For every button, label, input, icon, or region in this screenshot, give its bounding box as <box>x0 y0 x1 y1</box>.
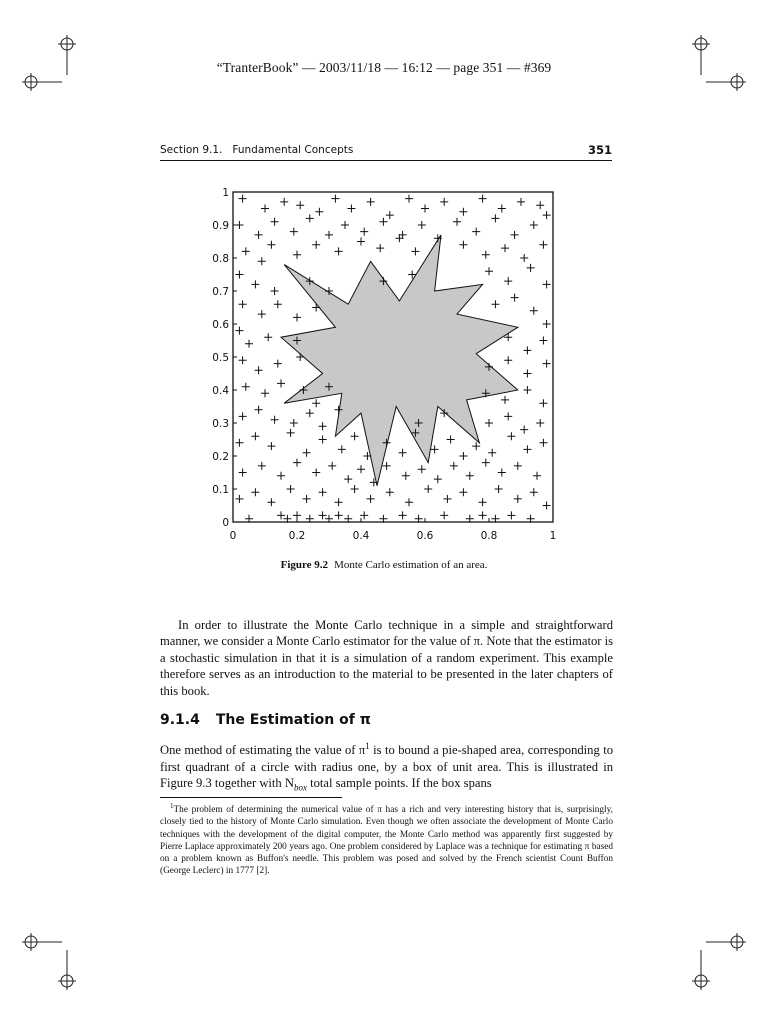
sample-point <box>443 495 451 503</box>
sample-point <box>411 247 419 255</box>
sample-point <box>306 409 314 417</box>
sample-point <box>290 228 298 236</box>
sample-point <box>543 280 551 288</box>
sample-point <box>242 383 250 391</box>
sample-point <box>514 495 522 503</box>
sample-point <box>434 475 442 483</box>
subsection-number: 9.1.4 <box>160 712 200 728</box>
sample-point <box>239 356 247 364</box>
subsection-title: The Estimation of π <box>215 712 371 728</box>
sample-point <box>319 488 327 496</box>
monte-carlo-chart <box>200 180 580 550</box>
sample-point <box>235 439 243 447</box>
sample-point <box>267 442 275 450</box>
sample-point <box>421 205 429 213</box>
sample-point <box>536 419 544 427</box>
x-tick-label: 0.2 <box>288 530 306 542</box>
sample-point <box>287 429 295 437</box>
y-tick-label: 0.7 <box>212 286 229 298</box>
sample-point <box>258 257 266 265</box>
star-shape-layer <box>281 235 518 486</box>
sample-point <box>530 221 538 229</box>
paragraph-intro <box>160 617 613 699</box>
star-shaped-area <box>281 235 518 486</box>
sample-point <box>280 198 288 206</box>
footnote-ref[interactable]: 1 <box>365 741 370 751</box>
y-tick-label: 0.6 <box>212 319 229 331</box>
sample-point <box>338 445 346 453</box>
x-tick-label: 0.6 <box>416 530 434 542</box>
footnote-rule <box>160 797 342 798</box>
sample-point <box>523 445 531 453</box>
sample-point <box>319 436 327 444</box>
sample-point <box>296 201 304 209</box>
sample-point <box>488 449 496 457</box>
sample-point <box>261 389 269 397</box>
sample-point <box>530 307 538 315</box>
sample-point <box>459 208 467 216</box>
sample-point <box>239 300 247 308</box>
y-tick-label: 0.3 <box>212 418 229 430</box>
sample-point <box>267 498 275 506</box>
sample-point <box>251 488 259 496</box>
sample-point <box>472 442 480 450</box>
sample-point <box>383 462 391 470</box>
sample-point <box>341 221 349 229</box>
sample-point <box>523 386 531 394</box>
sample-point <box>351 485 359 493</box>
figure-caption-text: Monte Carlo estimation of an area. <box>334 559 488 571</box>
sample-point <box>399 449 407 457</box>
sample-point <box>351 432 359 440</box>
sample-point <box>255 366 263 374</box>
x-tick-label: 1 <box>549 530 557 542</box>
sample-point <box>367 495 375 503</box>
page-number: 351 <box>587 143 612 157</box>
sample-point <box>277 379 285 387</box>
sample-point <box>511 231 519 239</box>
sample-point <box>303 495 311 503</box>
sample-point <box>357 238 365 246</box>
sample-point <box>405 195 413 203</box>
paragraph-estimation-b: is to bound a pie-shaped area, corresponding to first quadrant of a circle with radius one, by a box of unit area. This is illustrated in Figure 9.3 together with N <box>160 743 613 790</box>
sample-point <box>293 313 301 321</box>
sample-point <box>312 469 320 477</box>
sample-point <box>405 498 413 506</box>
sample-point <box>360 228 368 236</box>
sample-point <box>386 488 394 496</box>
sample-point <box>274 360 282 368</box>
sample-point <box>479 511 487 519</box>
sample-point <box>533 472 541 480</box>
n-box-subscript: box <box>293 782 307 793</box>
sample-point <box>459 241 467 249</box>
y-tick-label: 0 <box>222 517 229 529</box>
sample-point <box>261 205 269 213</box>
sample-point <box>267 241 275 249</box>
sample-point <box>539 337 547 345</box>
sample-point <box>498 205 506 213</box>
sample-point <box>271 416 279 424</box>
sample-point <box>539 439 547 447</box>
sample-point <box>543 211 551 219</box>
footnote <box>160 800 613 877</box>
paragraph-estimation-c: total sample points. If the box spans <box>306 776 492 790</box>
sample-point <box>511 294 519 302</box>
sample-point <box>491 214 499 222</box>
sample-point <box>239 469 247 477</box>
sample-point <box>485 267 493 275</box>
sample-point <box>440 511 448 519</box>
sample-point <box>523 346 531 354</box>
sample-point <box>424 485 432 493</box>
sample-point <box>543 360 551 368</box>
sample-point <box>507 432 515 440</box>
sample-point <box>312 241 320 249</box>
sample-point <box>507 511 515 519</box>
paragraph-intro-text: In order to illustrate the Monte Carlo technique in a simple and straightforward manner, we consider a Monte Carlo estimator for the value of π. Note that the estimator is a stochastic simulation in that it is a simulation of a random experiment. This example therefore serves as an introduction to the material to be presented in the later chapters of this book. <box>160 618 613 698</box>
sample-point <box>287 485 295 493</box>
sample-point <box>376 244 384 252</box>
y-tick-label: 0.9 <box>212 220 229 232</box>
footnote-text: The problem of determining the numerical value of π has a rich and very interesting history that is, surprisingly, closely tied to the history of Monte Carlo simulation. Even though we often associate the development of Monte Carlo techniques with the development of the digital computer, the Monte Carlo method was apparently first suggested by Pierre Laplace approximately 200 years ago. One problem considered by Laplace was a technique for estimating π based on a problem known as Buffon's needle. This problem was posed and solved by the French scientist Count Buffon (George Leclerc) in 1777 [2]. <box>160 805 613 877</box>
y-tick-label: 0.8 <box>212 253 229 265</box>
x-tick-label: 0.8 <box>480 530 498 542</box>
sample-point <box>450 462 458 470</box>
sample-point <box>498 469 506 477</box>
sample-point <box>472 228 480 236</box>
sample-point <box>235 495 243 503</box>
sample-point <box>239 195 247 203</box>
sample-point <box>325 231 333 239</box>
sample-point <box>418 221 426 229</box>
sample-point <box>527 264 535 272</box>
sample-point <box>271 218 279 226</box>
sample-point <box>504 412 512 420</box>
footnote-mark: 1 <box>170 802 174 810</box>
sample-point <box>258 462 266 470</box>
sample-point <box>312 399 320 407</box>
sample-point <box>466 472 474 480</box>
y-tick-label: 0.2 <box>212 451 229 463</box>
sample-point <box>431 445 439 453</box>
sample-point <box>514 462 522 470</box>
sample-point <box>504 356 512 364</box>
sample-point <box>255 231 263 239</box>
sample-point <box>347 205 355 213</box>
sample-point <box>328 462 336 470</box>
sample-point <box>520 426 528 434</box>
sample-point <box>271 287 279 295</box>
sample-point <box>479 195 487 203</box>
sample-point <box>543 320 551 328</box>
sample-point <box>274 300 282 308</box>
y-tick-label: 1 <box>222 187 229 199</box>
sample-point <box>543 502 551 510</box>
sample-point <box>290 419 298 427</box>
sample-point <box>491 300 499 308</box>
figure-label: Figure 9.2 <box>280 559 329 571</box>
figure-caption <box>0 559 768 571</box>
sample-point <box>357 465 365 473</box>
x-tick-label: 0 <box>229 530 237 542</box>
sample-point <box>319 422 327 430</box>
sample-point <box>536 201 544 209</box>
sample-point <box>379 218 387 226</box>
sample-point <box>335 247 343 255</box>
sample-point <box>367 198 375 206</box>
sample-point <box>242 247 250 255</box>
sample-point <box>293 459 301 467</box>
sample-point <box>331 195 339 203</box>
sample-point <box>479 498 487 506</box>
sample-point <box>251 280 259 288</box>
sample-point <box>239 412 247 420</box>
sample-point <box>453 218 461 226</box>
sample-point <box>501 396 509 404</box>
y-tick-label: 0.4 <box>212 385 229 397</box>
sample-point <box>530 488 538 496</box>
sample-point <box>485 419 493 427</box>
sample-point <box>482 459 490 467</box>
sample-point <box>539 241 547 249</box>
sample-point <box>255 406 263 414</box>
x-tick-label: 0.4 <box>352 530 370 542</box>
sample-point <box>303 449 311 457</box>
paragraph-estimation <box>160 738 613 796</box>
paragraph-estimation-a: One method of estimating the value of π <box>160 743 366 758</box>
sample-point <box>386 211 394 219</box>
sample-point <box>501 244 509 252</box>
sample-point <box>399 511 407 519</box>
section-header <box>160 144 612 161</box>
sample-point <box>520 254 528 262</box>
sample-point <box>335 511 343 519</box>
sample-point <box>523 370 531 378</box>
y-tick-label: 0.5 <box>212 352 229 364</box>
sample-point <box>504 277 512 285</box>
sample-point <box>293 251 301 259</box>
sample-point <box>264 333 272 341</box>
sample-point <box>418 465 426 473</box>
sample-point <box>245 340 253 348</box>
sample-point <box>235 327 243 335</box>
section-title: Section 9.1. Fundamental Concepts <box>160 144 354 156</box>
sample-point <box>402 472 410 480</box>
sample-point <box>344 475 352 483</box>
sample-point <box>459 452 467 460</box>
running-header: “TranterBook” — 2003/11/18 — 16:12 — page 351 — #369 <box>216 60 552 75</box>
sample-point <box>447 436 455 444</box>
sample-point <box>258 310 266 318</box>
y-tick-label: 0.1 <box>212 484 229 496</box>
sample-point <box>482 251 490 259</box>
sample-point <box>235 271 243 279</box>
sample-point <box>440 198 448 206</box>
sample-point <box>335 498 343 506</box>
sample-point <box>495 485 503 493</box>
sample-point <box>539 399 547 407</box>
sample-point <box>277 472 285 480</box>
sample-point <box>306 214 314 222</box>
sample-point <box>251 432 259 440</box>
subsection-heading <box>160 712 371 728</box>
sample-point <box>315 208 323 216</box>
sample-point <box>517 198 525 206</box>
sample-point <box>459 488 467 496</box>
